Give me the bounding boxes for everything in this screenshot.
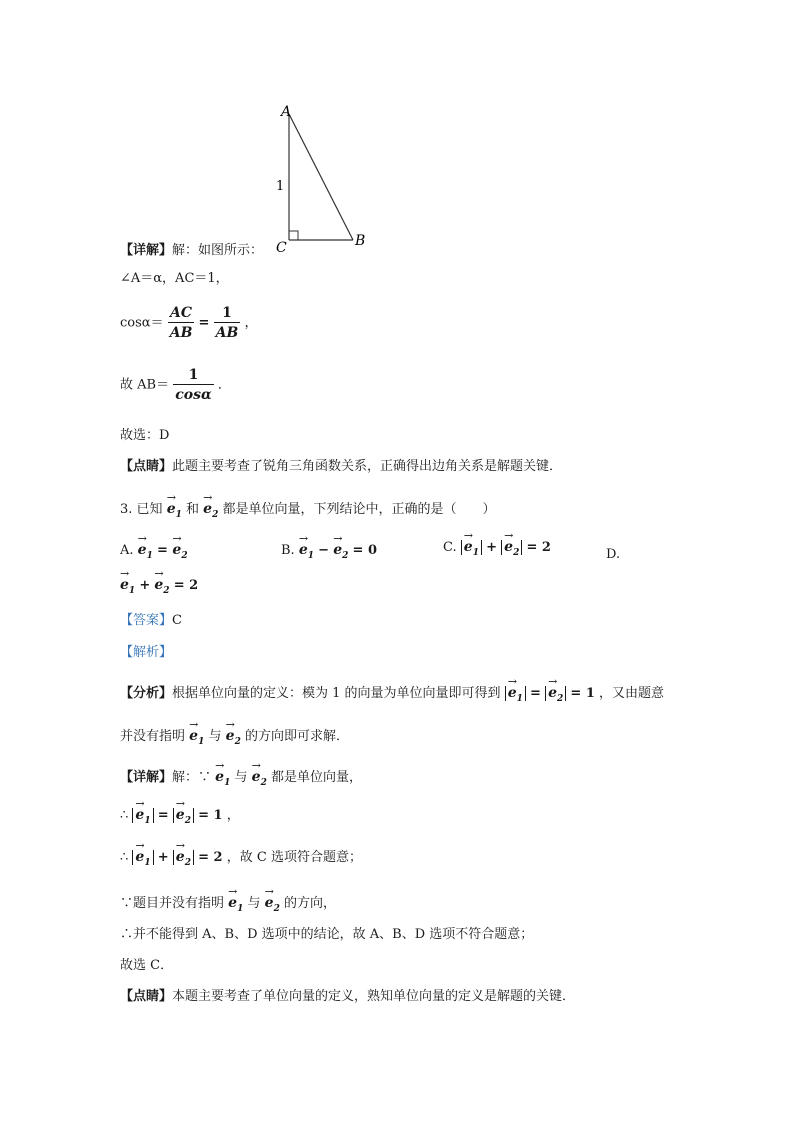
option-b-rhs: = 0 [352, 543, 377, 558]
p3-detail-eq1-rhs: = 1 [198, 808, 223, 823]
p3-detail-line1 [120, 770, 362, 788]
right-angle-mark [289, 231, 298, 240]
p3-analysis-line1: 【分析】根据单位向量的定义：模为 1 的向量为单位向量即可得到 → $e_1$ = → $e_2 = 1$ ，又由题意 [120, 686, 664, 704]
vector-e1: → $e_1$ [464, 540, 479, 558]
p2-choose: 故选：D [120, 428, 170, 443]
vector-e2: → $e_2$ [504, 540, 519, 558]
p3-detail-eq2-rhs: = 2 [198, 850, 223, 865]
vertex-c-label: C [276, 240, 287, 256]
p2-detail-intro: 解：如图所示： [172, 243, 264, 258]
vector-e2: → $e_2$ [548, 686, 563, 704]
p3-stem-and: 和 [186, 502, 200, 517]
option-c-rhs: = 2 [526, 540, 551, 555]
vector-e2: → $e_2$ [172, 543, 187, 561]
p3-detail-line1b: 与 [234, 770, 248, 785]
p2-cos-tail: ， [244, 315, 258, 331]
p3-detail-line4a: ∵题目并没有指明 [120, 896, 225, 911]
p3-answer: C [172, 613, 182, 628]
p3-stem-suffix: 都是单位向量，下列结论中，正确的是（ ） [222, 502, 496, 517]
p3-comment: 本题主要考查了单位向量的定义，熟知单位向量的定义是解题的关键． [172, 989, 576, 1004]
p2-frac3-den: cosα [173, 384, 214, 402]
p3-stem-prefix: 3. 已知 [120, 502, 163, 517]
vector-e1: → $e_1$ [215, 770, 230, 788]
p3-detail-line4 [120, 896, 336, 914]
vector-e1: → $e_1$ [228, 896, 243, 914]
vector-e1: → $e_1$ [120, 578, 135, 596]
p2-frac1-num: AC [170, 305, 193, 321]
vector-e1: → $e_1$ [135, 850, 150, 868]
p3-answer-tag: 【答案】 [120, 613, 173, 628]
option-d-rhs: = 2 [173, 578, 199, 593]
p2-equals: = [198, 315, 210, 331]
triangle-figure [260, 100, 390, 260]
option-c-label: C. [443, 540, 457, 555]
vector-e1: → $e_1$ [138, 543, 153, 561]
option-a [120, 543, 188, 561]
side-ab [289, 114, 353, 240]
vector-e2: → $e_2$ [265, 896, 280, 914]
option-b-label: B. [281, 543, 295, 558]
vertex-a-label: A [281, 104, 292, 120]
p2-comment-tag: 【点睛】 [120, 459, 173, 474]
p3-analysis-text3c: 的方向即可求解． [244, 729, 349, 744]
p3-detail-line4c: 的方向， [283, 896, 336, 911]
p2-comment-line [120, 460, 562, 473]
vector-e2: → $e_2$ [176, 808, 191, 826]
vector-e1: → $e_1$ [189, 729, 204, 747]
option-b-expr: − [318, 543, 330, 558]
option-a-label: A. [120, 543, 134, 558]
p3-analysis-line2 [120, 729, 349, 747]
p2-ab-tail: ． [217, 377, 231, 393]
vector-e2: → $e_2$ [203, 502, 218, 520]
p2-given: ∠A＝α，AC＝1， [120, 271, 229, 286]
vector-e2: → $e_2$ [154, 578, 169, 596]
p2-frac2-num: 1 [222, 305, 232, 321]
vector-e2: → $e_2$ [333, 543, 348, 561]
p3-detail-eq2-tail: ，故 C 选项符合题意； [226, 850, 362, 865]
vector-e2: → $e_2$ [226, 729, 241, 747]
p3-analysis-text3a: 并没有指明 [120, 729, 186, 744]
p2-detail-tag: 【详解】 [120, 243, 173, 258]
p3-comment-line [120, 990, 575, 1003]
option-a-expr: = [157, 543, 173, 558]
p2-frac1-den: AB [168, 322, 195, 340]
p3-detail-eq2: ∴ → $e_1$ + → $e_2 = 2$ ，故 C 选项符合题意； [120, 850, 362, 868]
vector-e2: → $e_2$ [252, 770, 267, 788]
p3-analysis-eq: = 1 [570, 686, 595, 701]
p3-analysis-text1: 根据单位向量的定义：模为 1 的向量为单位向量即可得到 [172, 686, 501, 701]
p3-analysis-text3b: 与 [208, 729, 222, 744]
side-ac-label: 1 [276, 179, 285, 194]
therefore-symbol: ∴ [120, 808, 129, 823]
p2-frac2-den: AB [214, 322, 241, 340]
p3-detail-line4b: 与 [247, 896, 261, 911]
option-b [281, 543, 377, 561]
p3-detail-line5: ∴并不能得到 A、B、D 选项中的结论，故 A、B、D 选项不符合题意； [120, 927, 534, 942]
option-c: C. → $e_1$ + → $e_2 = 2$ [443, 540, 551, 558]
p3-detail-eq1: ∴ → $e_1$ = → $e_2 = 1$ ， [120, 808, 240, 826]
p2-frac3-num: 1 [188, 367, 199, 383]
p2-detail-line [120, 244, 263, 257]
p3-answer-line [120, 614, 182, 627]
p2-ab-lhs: 故 AB＝ [120, 377, 170, 393]
p3-detail-tag: 【详解】 [120, 770, 173, 785]
vector-e1: → $e_1$ [508, 686, 523, 704]
p2-ab-line [120, 368, 231, 402]
p3-detail-line1c: 都是单位向量， [270, 770, 362, 785]
therefore-symbol: ∴ [120, 850, 129, 865]
p3-detail-line6: 故选 C． [120, 958, 174, 973]
vertex-b-label: B [355, 233, 366, 249]
p2-frac-ac-ab [168, 306, 195, 340]
p3-detail-line1a: 解：∵ [172, 770, 212, 785]
option-d-label: D. [606, 547, 621, 562]
p2-cos-line [120, 306, 257, 340]
p3-comment-tag: 【点睛】 [120, 989, 173, 1004]
p3-analysis-tag: 【解析】 [120, 645, 173, 660]
vector-e1: → $e_1$ [299, 543, 314, 561]
p3-analysis-sub-tag: 【分析】 [120, 686, 173, 701]
option-d: → $e_1$ + → $e_2 = 2$ [120, 578, 198, 596]
p2-comment: 此题主要考查了锐角三角函数关系，正确得出边角关系是解题关键． [172, 459, 563, 474]
vector-e1: → $e_1$ [135, 808, 150, 826]
p2-frac-1-ab [214, 306, 241, 340]
p2-frac-1-cos [173, 368, 214, 402]
p3-stem [120, 502, 496, 520]
p3-detail-eq1-tail: ， [226, 808, 240, 823]
p3-analysis-text2: ，又由题意 [599, 686, 665, 701]
vector-e2: → $e_2$ [176, 850, 191, 868]
vector-e1: → $e_1$ [167, 502, 182, 520]
p2-cos-lhs: cosα＝ [120, 315, 164, 331]
